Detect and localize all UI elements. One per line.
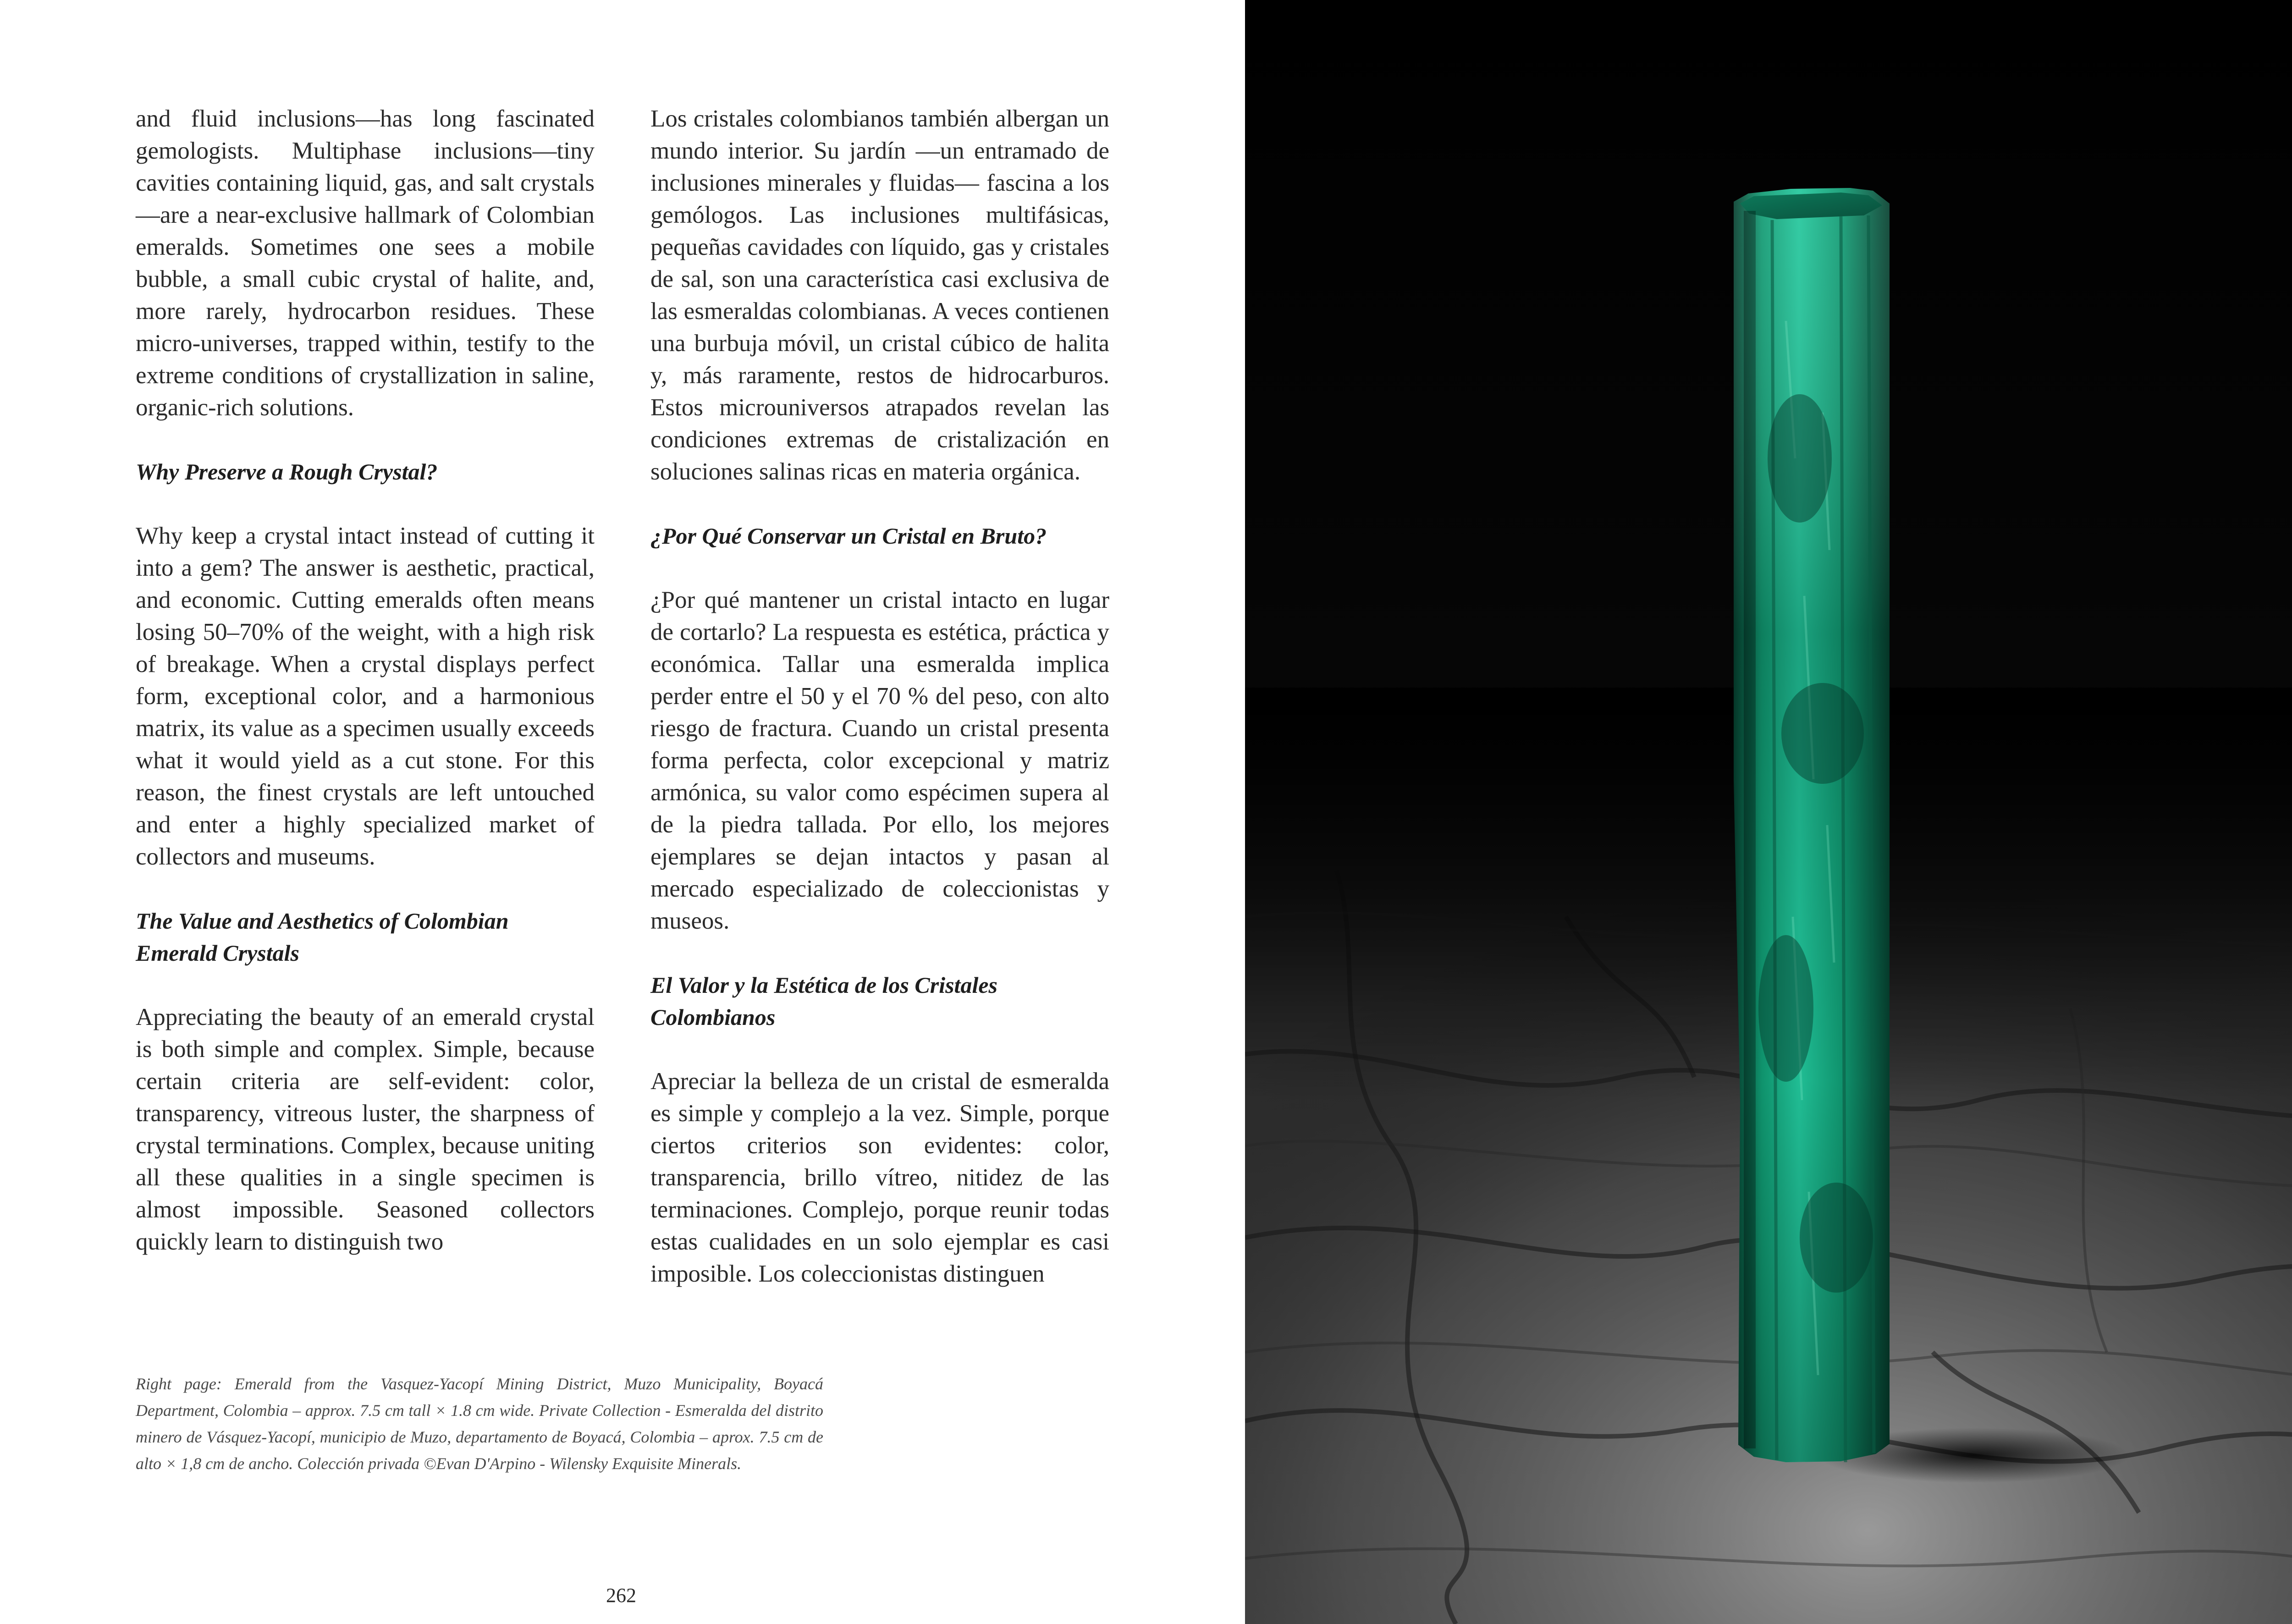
spanish-value-paragraph: Apreciar la belleza de un cristal de esmeralda es simple y complejo a la vez. Simple, porque ciertos criterios son evidentes: color, transparencia, brillo vítreo, nitidez de las terminaciones. Complejo, porque reunir todas estas cualidades en un solo ejemplar es casi imposible. Los coleccionistas distinguen [650, 1068, 1109, 1287]
english-intro-paragraph: and fluid inclusions—has long fascinated gemologists. Multiphase inclusions—tiny cavities containing liquid, gas, and salt crystals—are a near-exclusive hallmark of Colombian emeralds. Sometimes one sees a mobile bubble, a small cubic crystal of halite, and, more rarely, hydrocarbon residues. These micro-universes, trapped within, testify to the extreme conditions of crystallization in saline, organic-rich solutions. [136, 105, 595, 421]
emerald-photograph [1245, 0, 2292, 1624]
photo-caption: Right page: Emerald from the Vasquez-Yacopí Mining District, Muzo Municipality, Boyacá Department, Colombia – approx. 7.5 cm tall × 1.8 cm wide. Private Collection - Esmeralda del distrito minero de Vásquez-Yacopí, municipio de Muzo, departamento de Boyacá, Colombia – aprox. 7.5 cm de alto × 1,8 cm de ancho. Colección privada ©Evan D'Arpino - Wilensky Exquisite Minerals. [136, 1375, 823, 1473]
emerald-crystal-icon [1734, 188, 1890, 1462]
spanish-heading-value: El Valor y la Estética de los Cristales Colombianos [650, 972, 997, 1030]
english-column [136, 103, 595, 1290]
spanish-column [650, 103, 1109, 1322]
spanish-intro-paragraph: Los cristales colombianos también albergan un mundo interior. Su jardín —un entramado de inclusiones minerales y fluidas— fascina a los gemólogos. Las inclusiones multifásicas, pequeñas cavidades con líquido, gas y cristales de sal, son una característica casi exclusiva de las esmeraldas colombianas. A veces contienen una burbuja móvil, un cristal cúbico de halita y, más raramente, restos de hidrocarburos. Estos microuniversos atrapados revelan las condiciones extremas de cristalización en soluciones salinas ricas en materia orgánica. [650, 105, 1109, 485]
english-heading-preserve: Why Preserve a Rough Crystal? [136, 459, 438, 484]
english-preserve-paragraph: Why keep a crystal intact instead of cutting it into a gem? The answer is aesthetic, practical, and economic. Cutting emeralds often means losing 50–70% of the weight, with a high risk of breakage. When a crystal displays perfect form, exceptional color, and a harmonious matrix, its value as a specimen usually exceeds what it would yield as a cut stone. For this reason, the finest crystals are left untouched and enter a highly specialized market of collectors and museums. [136, 523, 595, 870]
emerald-photo-svg [1245, 0, 2292, 1624]
page-number: 262 [606, 1584, 636, 1607]
english-heading-value: The Value and Aesthetics of Colombian Emerald Crystals [136, 908, 509, 966]
english-value-paragraph: Appreciating the beauty of an emerald crystal is both simple and complex. Simple, because certain criteria are self-evident: color, transparency, vitreous luster, the sharpness of crystal terminations. Complex, because uniting all these qualities in a single specimen is almost impossible. Seasoned collectors quickly learn to distinguish two [136, 1004, 595, 1255]
spanish-heading-preserve: ¿Por Qué Conservar un Cristal en Bruto? [650, 523, 1047, 549]
spanish-preserve-paragraph: ¿Por qué mantener un cristal intacto en lugar de cortarlo? La respuesta es estética, práctica y económica. Tallar una esmeralda implica perder entre el 50 y el 70 % del peso, con alto riesgo de fractura. Cuando un cristal presenta forma perfecta, color excepcional y matriz armónica, su valor como espécimen supera al de la piedra tallada. Por ello, los mejores ejemplares se dejan intactos y pasan al mercado especializado de coleccionistas y museos. [650, 587, 1109, 934]
